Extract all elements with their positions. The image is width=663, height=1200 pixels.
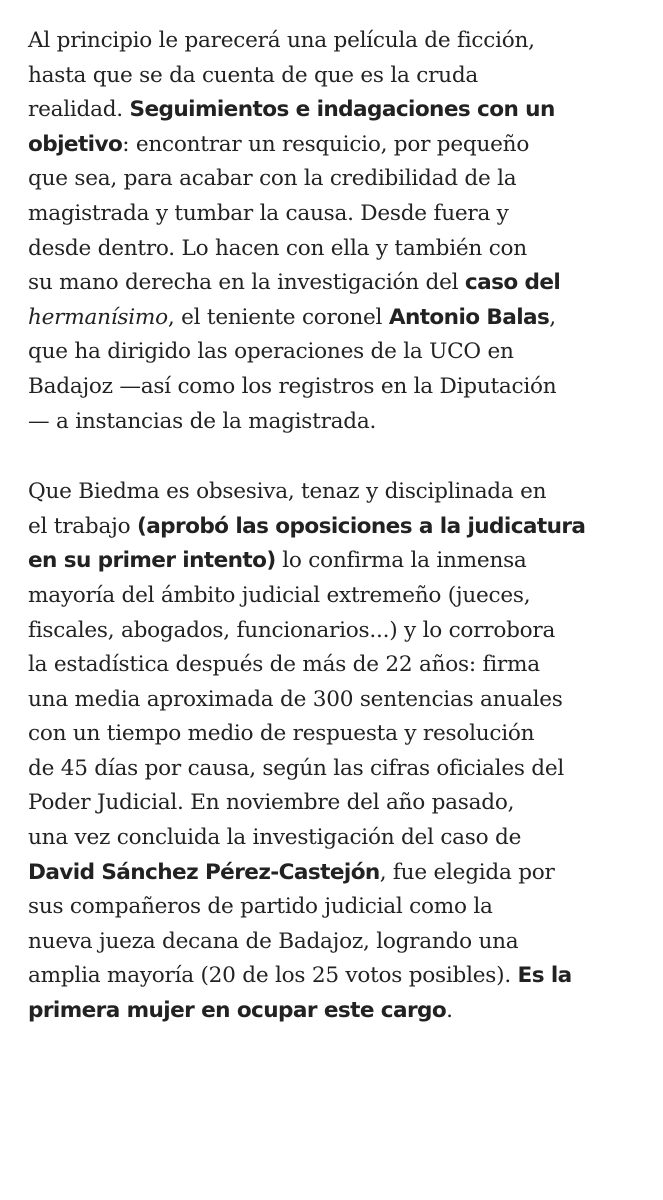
text-line [28, 717, 648, 752]
text-line [28, 856, 648, 891]
text-segment: Al principio le parecerá una película de ficción, [28, 28, 535, 53]
text-segment: de 45 días por causa, según las cifras oficiales del [28, 755, 565, 781]
text-segment: , fue elegida por [379, 859, 555, 885]
text-line [28, 890, 648, 925]
bold-text: en su primer intento) [28, 548, 276, 574]
bold-text: primera mujer en ocupar este cargo [28, 998, 447, 1024]
text-line [28, 959, 648, 994]
text-segment: . [446, 998, 453, 1024]
text-segment: una media aproximada de 300 sentencias anuales [28, 686, 563, 712]
text-segment: nueva jueza decana de Badajoz, logrando una [28, 928, 519, 954]
text-line [28, 93, 648, 128]
bold-text: Seguimientos e indagaciones con un [129, 97, 555, 123]
text-line [28, 162, 648, 197]
text-line [28, 648, 648, 683]
text-segment: la estadística después de más de 22 años: firma [28, 652, 540, 678]
text-line [28, 405, 648, 440]
text-segment: Badajoz —así como los registros en la Diputación [28, 373, 557, 399]
text-line [28, 370, 648, 405]
text-segment: con un tiempo medio de respuesta y resolución [28, 721, 535, 747]
bold-text: David Sánchez Pérez-Castejón [28, 859, 380, 885]
text-line [28, 752, 648, 787]
text-segment: Que Biedma es obsesiva, tenaz y disciplinada en [28, 479, 547, 505]
bold-text: objetivo [28, 131, 123, 157]
article-paragraph [28, 475, 648, 1029]
text-line [28, 821, 648, 856]
text-line [28, 59, 648, 94]
text-line [28, 475, 648, 510]
text-segment: magistrada y tumbar la causa. Desde fuera y [28, 200, 509, 226]
text-line [28, 128, 648, 163]
article-body [28, 24, 648, 1029]
text-line [28, 24, 648, 59]
bold-text: Antonio Balas [388, 304, 550, 330]
article-paragraph [28, 24, 648, 439]
text-segment: Poder Judicial. En noviembre del año pasado, [28, 790, 515, 816]
text-segment: desde dentro. Lo hacen con ella y también con [28, 235, 527, 261]
text-line [28, 266, 648, 301]
text-segment: su mano derecha en la investigación del [28, 270, 465, 296]
text-line [28, 786, 648, 821]
text-segment: que sea, para acabar con la credibilidad de la [28, 166, 517, 192]
text-line [28, 197, 648, 232]
text-line [28, 683, 648, 718]
text-segment: , [549, 304, 556, 330]
bold-text: (aprobó las oposiciones a la judicatura [136, 513, 586, 539]
text-segment: amplia mayoría (20 de los 25 votos posibles). [28, 963, 518, 989]
bold-text: Es la [517, 963, 572, 989]
text-segment: fiscales, abogados, funcionarios...) y lo corrobora [28, 617, 556, 643]
text-line [28, 301, 648, 336]
text-line [28, 579, 648, 614]
text-segment: el trabajo [28, 513, 137, 539]
text-segment: sus compañeros de partido judicial como la [28, 894, 493, 920]
text-segment: una vez concluida la investigación del caso de [28, 825, 522, 851]
text-segment: , el teniente coronel [167, 304, 389, 330]
text-line [28, 232, 648, 267]
text-segment: mayoría del ámbito judicial extremeño (jueces, [28, 582, 531, 608]
text-line [28, 994, 648, 1029]
text-segment: — a instancias de la magistrada. [28, 408, 377, 434]
text-segment: realidad. [28, 97, 130, 123]
text-line [28, 510, 648, 545]
italic-text: hermanísimo [28, 304, 168, 330]
text-segment: : encontrar un resquicio, por pequeño [122, 131, 530, 157]
text-line [28, 925, 648, 960]
text-line [28, 544, 648, 579]
text-line [28, 335, 648, 370]
text-segment: que ha dirigido las operaciones de la UCO en [28, 339, 514, 365]
text-segment: hasta que se da cuenta de que es la cruda [28, 62, 479, 88]
text-segment: lo confirma la inmensa [275, 548, 527, 574]
bold-text: caso del [464, 270, 561, 296]
text-line [28, 614, 648, 649]
